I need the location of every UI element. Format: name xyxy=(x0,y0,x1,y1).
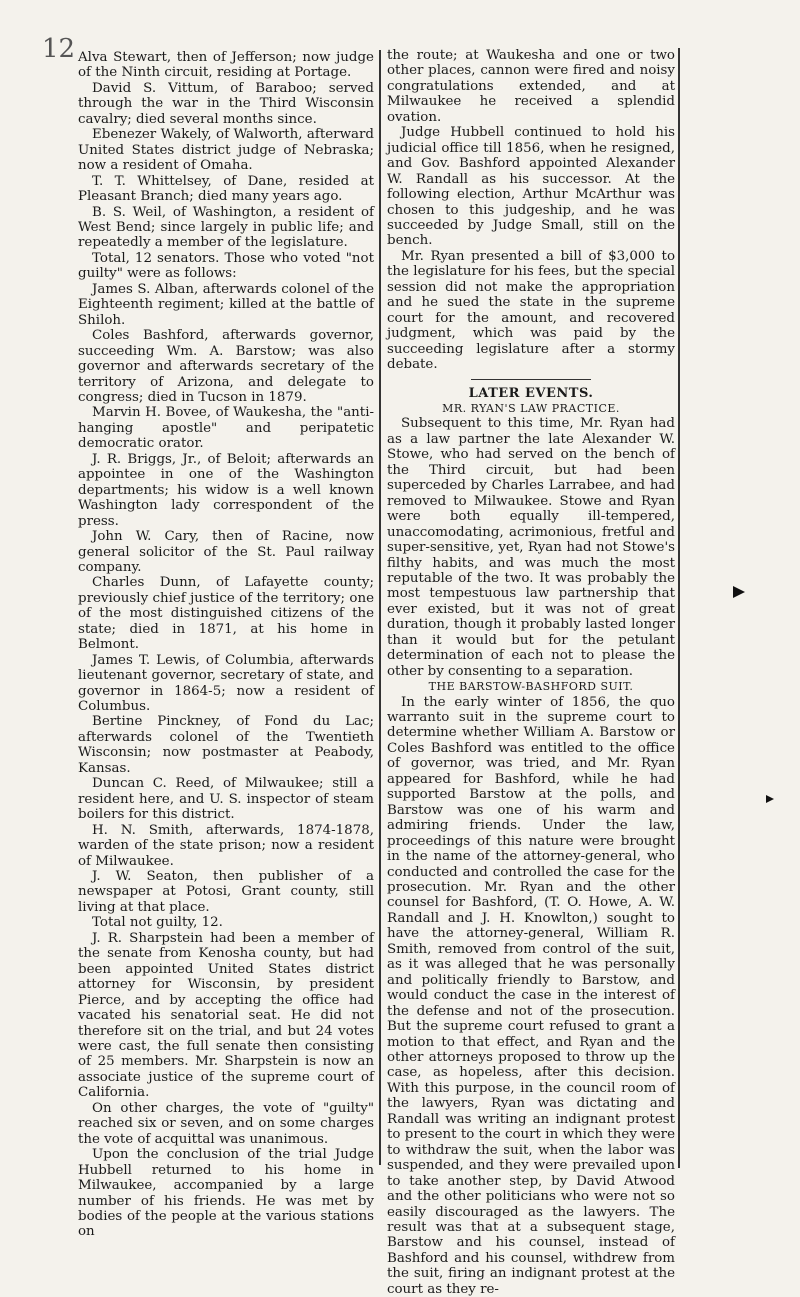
paragraph: Duncan C. Reed, of Milwaukee; still a resident here, and U. S. inspector of steam boilers for this district. xyxy=(78,776,374,823)
column-border xyxy=(678,48,680,1168)
paragraph: B. S. Weil, of Washington, a resident of West Bend; since largely in public life; and repeatedly a member of the legislature. xyxy=(78,204,374,251)
paragraph: J. R. Sharpstein had been a member of the senate from Kenosha county, but had been appointed United States district attorney for Wisconsin, by president Pierce, and by accepting the office had vacated his senatorial seat. He did not therefore sit on the trial, and but 24 votes were cast, the full senate then consisting of 25 members. Mr. Sharpstein is now an associate justice of the supreme court of California. xyxy=(78,930,374,1101)
paragraph: Mr. Ryan presented a bill of $3,000 to the legislature for his fees, but the special session did not make the appropriation and he sued the state in the supreme court for the amount, and recovered judgment, which was paid by the succeeding legislature after a stormy debate. xyxy=(387,248,675,373)
paragraph: Total, 12 senators. Those who voted "not guilty" were as follows: xyxy=(78,250,374,282)
paragraph: Total not guilty, 12. xyxy=(92,915,223,931)
paragraph: J. R. Briggs, Jr., of Beloit; afterwards an appointee in one of the Washington departments; his widow is a well known Washington lady correspondent of the press. xyxy=(78,451,374,529)
page-number: 12 xyxy=(42,34,76,64)
paragraph: Judge Hubbell continued to hold his judicial office till 1856, when he resigned, and Gov. Bashford appointed Alexander W. Randall as his successor. At the following election, Arthur McArthur was chosen to this judgeship, and he was succeeded by Judge Small, still on the bench. xyxy=(387,125,675,249)
paragraph: Alva Stewart, then of Jefferson; now judge of the Ninth circuit, residing at Portage. xyxy=(78,50,374,81)
paragraph: T. T. Whittelsey, of Dane, resided at Pleasant Branch; died many years ago. xyxy=(78,173,374,205)
paragraph: J. W. Seaton, then publisher of a newspaper at Potosi, Grant county, still living at that place. xyxy=(78,869,374,915)
paragraph: Marvin H. Bovee, of Waukesha, the "anti-hanging apostle" and peripatetic democratic orator. xyxy=(78,405,374,452)
left-column xyxy=(78,50,374,1240)
subheading: THE BARSTOW-BASHFORD SUIT. xyxy=(428,680,634,694)
paragraph: the route; at Waukesha and one or two other places, cannon were fired and noisy congratulations extended, and at Milwaukee he received a splendid ovation. xyxy=(387,48,675,125)
paragraph: Coles Bashford, afterwards governor, succeeding Wm. A. Barstow; was also governor and afterwards secretary of the territory of Arizona, and delegate to congress; died in Tucson in 1879. xyxy=(78,328,374,405)
section-rule xyxy=(471,379,591,380)
subheading: MR. RYAN'S LAW PRACTICE. xyxy=(442,401,620,415)
paragraph: Subsequent to this time, Mr. Ryan had as a law partner the late Alexander W. Stowe, who had served on the bench of the Third circuit, but had been superceded by Charles Larrabee, and had removed to Milwaukee. Stowe and Ryan were both equally ill-tempered, unaccomodating, acrimonious, fretful and super-sensitive, yet, Ryan had not Stowe's filthy habits, and was much the most reputable of the two. It was probably the most tempestuous law partnership that ever existed, but it was not of great duration, though it probably lasted longer than it would but for the petulant determination of each not to please the other by consenting to a separation. xyxy=(387,416,675,679)
paragraph: Upon the conclusion of the trial Judge Hubbell returned to his home in Milwaukee, accompanied by a large number of his friends. He was met by bodies of the people at the various stations on xyxy=(78,1147,374,1240)
paragraph: On other charges, the vote of "guilty" reached six or seven, and on some charges the vote of acquittal was unanimous. xyxy=(78,1100,374,1147)
arrow-mark-icon xyxy=(766,795,774,803)
section-heading: LATER EVENTS. xyxy=(468,385,594,401)
paragraph: David S. Vittum, of Baraboo; served through the war in the Third Wisconsin cavalry; died several months since. xyxy=(78,80,374,127)
paragraph: H. N. Smith, afterwards, 1874-1878, warden of the state prison; now a resident of Milwaukee. xyxy=(78,822,374,869)
paragraph: Charles Dunn, of Lafayette county; previously chief justice of the territory; one of the most distinguished citizens of the state; died in 1871, at his home in Belmont. xyxy=(78,575,374,653)
column-divider xyxy=(379,50,381,1165)
paragraph: James T. Lewis, of Columbia, afterwards lieutenant governor, secretary of state, and governor in 1864-5; now a resident of Columbus. xyxy=(78,652,374,715)
paragraph: James S. Alban, afterwards colonel of the Eighteenth regiment; killed at the battle of Shiloh. xyxy=(78,281,374,328)
right-column xyxy=(387,48,675,1297)
paragraph: Ebenezer Wakely, of Walworth, afterward United States district judge of Nebraska; now a resident of Omaha. xyxy=(78,127,374,174)
paragraph: John W. Cary, then of Racine, now general solicitor of the St. Paul railway company. xyxy=(78,529,374,575)
paragraph: Bertine Pinckney, of Fond du Lac; afterwards colonel of the Twentieth Wisconsin; now postmaster at Peabody, Kansas. xyxy=(78,714,374,776)
paragraph: In the early winter of 1856, the quo warranto suit in the supreme court to determine whether William A. Barstow or Coles Bashford was entitled to the office of governor, was tried, and Mr. Ryan appeared for Bashford, while he had supported Barstow at the polls, and Barstow was one of his warm and admiring friends. Under the law, proceedings of this nature were brought in the name of the attorney-general, who conducted and controlled the case for the prosecution. Mr. Ryan and the other counsel for Bashford, (T. O. Howe, A. W. Randall and J. H. Knowlton,) sought to have the attorney-general, William R. Smith, removed from control of the suit, as it was alleged that he was personally and politically friendly to Barstow, and would conduct the case in the interest of the defense and not of the prosecution. But the supreme court refused to grant a motion to that effect, and Ryan and the other attorneys proposed to throw up the case, as hopeless, after this decision. With this purpose, in the council room of the lawyers, Ryan was dictating and Randall was writing an indignant protest to present to the court in which they were to withdraw the suit, when the labor was suspended, and they were prevailed upon to take another step, by David Atwood and the other politicians who were not so easily discouraged as the lawyers. The result was that at a subsequent stage, Barstow and his counsel, instead of Bashford and his counsel, withdrew from the suit, firing an indignant protest at the court as they re- xyxy=(387,694,675,1297)
arrow-mark-icon xyxy=(733,586,745,598)
